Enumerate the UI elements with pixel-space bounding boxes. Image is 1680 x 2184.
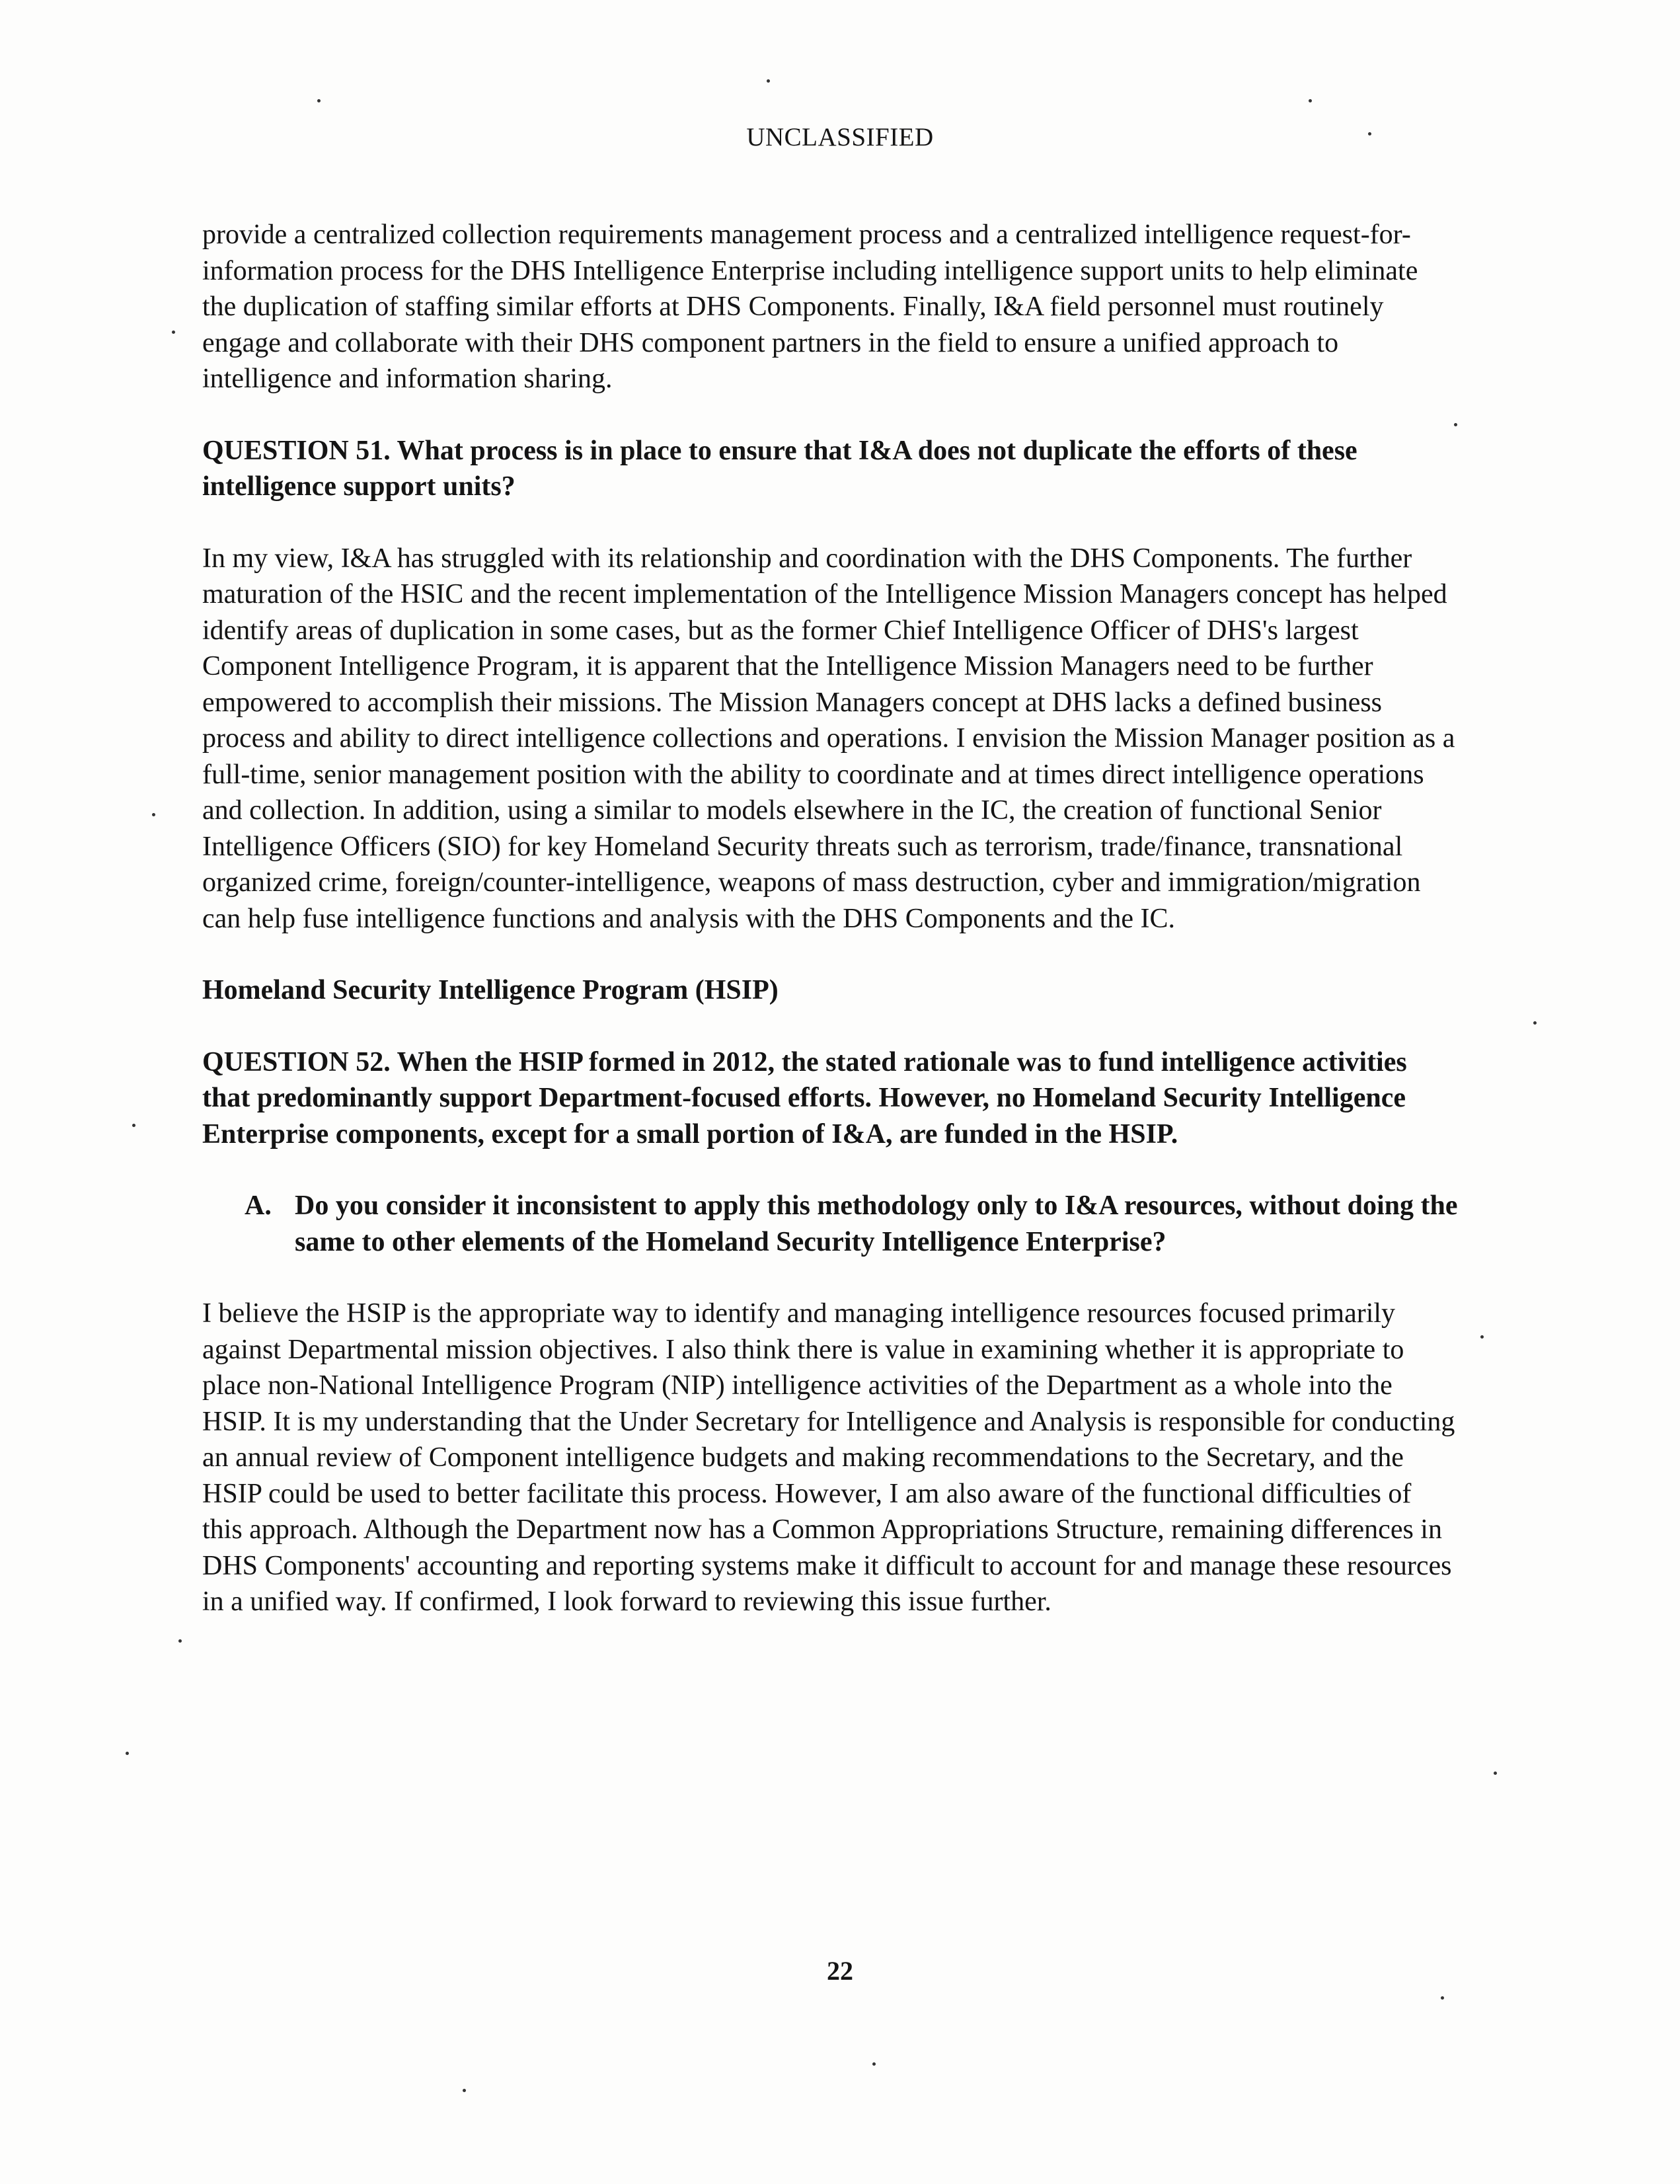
scan-speck bbox=[1441, 1996, 1444, 2000]
page-number: 22 bbox=[827, 1956, 853, 1986]
question-52a-text: Do you consider it inconsistent to apply this methodology only to I&A resources, without doing the same to other elements of the Homeland Security Intelligence Enterprise? bbox=[295, 1190, 1458, 1257]
paragraph-continuation: provide a centralized collection requirements management process and a centralized intelligence request-for-information process for the DHS Intelligence Enterprise including intelligence support units to help eliminate the duplication of staffing similar efforts at DHS Components. Finally, I&A field personnel must routinely engage and collaborate with their DHS component partners in the field to ensure a unified approach to intelligence and information sharing. bbox=[202, 219, 1418, 394]
scan-speck bbox=[1368, 132, 1371, 136]
page-body bbox=[202, 217, 1458, 1656]
scan-speck bbox=[872, 2062, 876, 2066]
scan-speck bbox=[132, 1124, 135, 1127]
scan-speck bbox=[463, 2089, 466, 2092]
classification-header: UNCLASSIFIED bbox=[746, 123, 934, 151]
scan-speck bbox=[178, 1639, 182, 1643]
scan-speck bbox=[152, 813, 155, 816]
scan-speck bbox=[1454, 423, 1457, 426]
scan-speck bbox=[1309, 99, 1312, 102]
section-heading: Homeland Security Intelligence Program (HSIP) bbox=[202, 975, 779, 1005]
question-52a bbox=[245, 1188, 1458, 1260]
scan-speck bbox=[1494, 1772, 1497, 1775]
scan-speck bbox=[767, 79, 770, 83]
scan-speck bbox=[172, 331, 175, 334]
question-52: QUESTION 52. When the HSIP formed in 2012, the stated rationale was to fund intelligence activities that predominantly support Department-focused efforts. However, no Homeland Security Intelligence Enterprise components, except for a small portion of I&A, are funded in the HSIP. bbox=[202, 1046, 1407, 1150]
scan-speck bbox=[317, 99, 321, 102]
answer-52a: I believe the HSIP is the appropriate way to identify and managing intelligence resources focused primarily against Departmental mission objectives. I also think there is value in examining whether it is appropriate to place non-National Intelligence Program (NIP) intelligence activities of the Department as a whole into the HSIP. It is my understanding that the Under Secretary for Intelligence and Analysis is responsible for conducting an annual review of Component intelligence budgets and making recommendations to the Secretary, and the HSIP could be used to better facilitate this process. However, I am also aware of the functional difficulties of this approach. Although the Department now has a Common Appropriations Structure, remaining differences in DHS Components' accounting and reporting systems make it difficult to account for and manage these resources in a unified way. If confirmed, I look forward to reviewing this issue further. bbox=[202, 1298, 1455, 1617]
item-letter: A. bbox=[245, 1190, 272, 1221]
scan-speck bbox=[126, 1752, 129, 1755]
answer-51: In my view, I&A has struggled with its relationship and coordination with the DHS Components. The further maturation of the HSIC and the recent implementation of the Intelligence Mission Managers concept has helped identify areas of duplication in some cases, but as the former Chief Intelligence Officer of DHS's largest Component Intelligence Program, it is apparent that the Intelligence Mission Managers need to be further empowered to accomplish their missions. The Mission Managers concept at DHS lacks a defined business process and ability to direct intelligence collections and operations. I envision the Mission Manager position as a full-time, senior management position with the ability to coordinate and at times direct intelligence operations and collection. In addition, using a similar to models elsewhere in the IC, the creation of functional Senior Intelligence Officers (SIO) for key Homeland Security threats such as terrorism, trade/finance, transnational organized crime, foreign/counter-intelligence, weapons of mass destruction, cyber and immigration/migration can help fuse intelligence functions and analysis with the DHS Components and the IC. bbox=[202, 543, 1455, 934]
scan-speck bbox=[1480, 1335, 1484, 1339]
scan-speck bbox=[1533, 1021, 1537, 1025]
question-51: QUESTION 51. What process is in place to ensure that I&A does not duplicate the efforts of these intelligence support units? bbox=[202, 435, 1357, 502]
